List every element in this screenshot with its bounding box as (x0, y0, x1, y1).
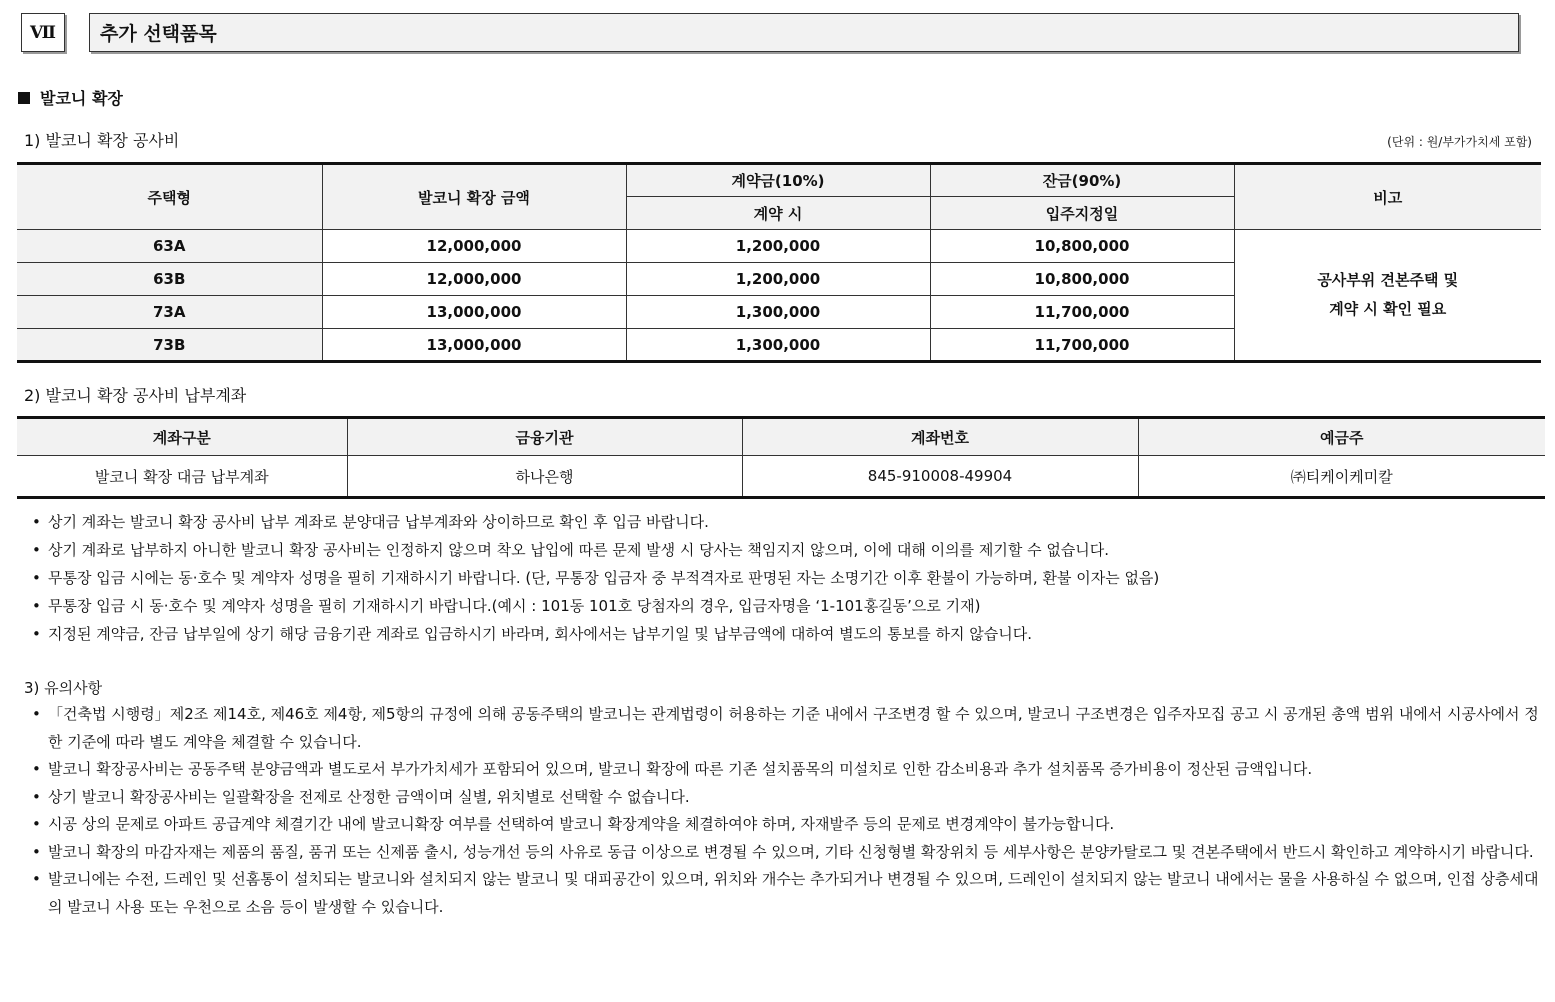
cell-type: 63B (17, 263, 322, 296)
header-deposit-when: 계약 시 (626, 197, 930, 230)
header-type: 주택형 (17, 164, 322, 230)
header-remark: 비고 (1234, 164, 1541, 230)
cautions-title: 3) 유의사항 (24, 679, 103, 697)
cell-deposit: 1,200,000 (626, 230, 930, 263)
chapter-number: Ⅶ (30, 22, 56, 43)
cell-amount: 12,000,000 (322, 230, 626, 263)
header-balance-when: 입주지정일 (930, 197, 1234, 230)
list-item: • 상기 발코니 확장공사비는 일괄확장을 전제로 산정한 금액이며 실별, 위치별로 선택할 수 없습니다. (30, 784, 1540, 812)
cell-account-holder: ㈜티케이케미칼 (1138, 456, 1545, 498)
list-item: • 「건축법 시행령」제2조 제14호, 제46호 제4항, 제5항의 규정에 의해 공동주택의 발코니는 관계법령이 허용하는 기준 내에서 구조변경 할 수 있으며, 발코니 구조변경은 입주자모집 공고 시 공개된 총액 범위 내에서 시공사에서 정한 기준에 따라 별도 계약을 체결할 수 있습니다. (30, 701, 1540, 756)
cell-account-type: 발코니 확장 대금 납부계좌 (17, 456, 347, 498)
cell-balance: 11,700,000 (930, 329, 1234, 362)
cell-type: 63A (17, 230, 322, 263)
cell-remark (1234, 230, 1541, 362)
list-item: • 상기 계좌는 발코니 확장 공사비 납부 계좌로 분양대금 납부계좌와 상이하므로 확인 후 입금 바랍니다. (30, 508, 1540, 536)
list-item: • 상기 계좌로 납부하지 아니한 발코니 확장 공사비는 인정하지 않으며 착오 납입에 따른 문제 발생 시 당사는 책임지지 않으며, 이에 대해 이의를 제기할 수 없습니다. (30, 536, 1540, 564)
unit-note: (단위 : 원/부가가치세 포함) (1387, 135, 1532, 149)
list-item: • 지정된 계약금, 잔금 납부일에 상기 해당 금융기관 계좌로 입금하시기 바라며, 회사에서는 납부기일 및 납부금액에 대하여 별도의 통보를 하지 않습니다. (30, 620, 1540, 648)
header-amount: 발코니 확장 금액 (322, 164, 626, 230)
list-item: • 발코니 확장공사비는 공동주택 분양금액과 별도로서 부가가치세가 포함되어 있으며, 발코니 확장에 따른 기존 설치품목의 미설치로 인한 감소비용과 추가 설치품목 증가비용이 정산된 금액입니다. (30, 756, 1540, 784)
table-row (17, 230, 1541, 263)
account-notes-list (30, 508, 1540, 648)
cell-balance: 11,700,000 (930, 296, 1234, 329)
list-item: • 발코니 확장의 마감자재는 제품의 품질, 품귀 또는 신제품 출시, 성능개선 등의 사유로 동급 이상으로 변경될 수 있으며, 기타 신청형별 확장위치 등 세부사항은 분양카탈로그 및 견본주택에서 반드시 확인하고 계약하시기 바랍니다. (30, 839, 1540, 867)
section-title: 발코니 확장 (40, 89, 123, 108)
cell-balance: 10,800,000 (930, 263, 1234, 296)
list-item: • 발코니에는 수전, 드레인 및 선홈통이 설치되는 발코니와 설치되지 않는 발코니 및 대피공간이 있으며, 위치와 개수는 추가되거나 변경될 수 있으며, 드레인이 설치되지 않는 발코니 내에서는 물을 사용하실 수 없으며, 인접 상층세대의 발코니 사용 또는 우천으로 소음 등이 발생할 수 있습니다. (30, 866, 1540, 921)
chapter-number-badge (21, 13, 65, 52)
header-bank: 금융기관 (347, 418, 742, 456)
cell-amount: 13,000,000 (322, 296, 626, 329)
cell-account-number: 845-910008-49904 (742, 456, 1138, 498)
list-item: • 시공 상의 문제로 아파트 공급계약 체결기간 내에 발코니확장 여부를 선택하여 발코니 확장계약을 체결하여야 하며, 자재발주 등의 문제로 변경계약이 불가능합니다. (30, 811, 1540, 839)
section-heading (18, 86, 123, 109)
header-account-holder: 예금주 (1138, 418, 1545, 456)
header-account-number: 계좌번호 (742, 418, 1138, 456)
remark-line: 계약 시 확인 필요 (1329, 300, 1447, 318)
payment-account-table (17, 416, 1545, 499)
remark-line: 공사부위 견본주택 및 (1317, 271, 1459, 289)
cell-type: 73A (17, 296, 322, 329)
account-table-title: 2) 발코니 확장 공사비 납부계좌 (24, 386, 247, 405)
table-row (17, 456, 1545, 498)
header-balance: 잔금(90%) (930, 164, 1234, 197)
header-deposit: 계약금(10%) (626, 164, 930, 197)
cautions-list (30, 701, 1540, 921)
chapter-title (89, 13, 1519, 52)
cell-deposit: 1,300,000 (626, 296, 930, 329)
list-item: • 무통장 입금 시 동·호수 및 계약자 성명을 필히 기재하시기 바랍니다.(예시 : 101동 101호 당첨자의 경우, 입금자명을 ‘1-101홍길동’으로 기재) (30, 592, 1540, 620)
cell-balance: 10,800,000 (930, 230, 1234, 263)
balcony-cost-table (17, 162, 1541, 363)
cell-amount: 13,000,000 (322, 329, 626, 362)
header-account-type: 계좌구분 (17, 418, 347, 456)
table-header-row (17, 164, 1541, 197)
cell-amount: 12,000,000 (322, 263, 626, 296)
cell-deposit: 1,200,000 (626, 263, 930, 296)
cost-table-title: 1) 발코니 확장 공사비 (24, 131, 180, 150)
list-item: • 무통장 입금 시에는 동·호수 및 계약자 성명을 필히 기재하시기 바랍니다. (단, 무통장 입금자 중 부적격자로 판명된 자는 소명기간 이후 환불이 가능하며, 환불 이자는 없음) (30, 564, 1540, 592)
chapter-title-text: 추가 선택품목 (100, 23, 217, 45)
table-header-row (17, 418, 1545, 456)
cell-bank: 하나은행 (347, 456, 742, 498)
cell-deposit: 1,300,000 (626, 329, 930, 362)
square-bullet-icon (18, 92, 30, 104)
cell-type: 73B (17, 329, 322, 362)
